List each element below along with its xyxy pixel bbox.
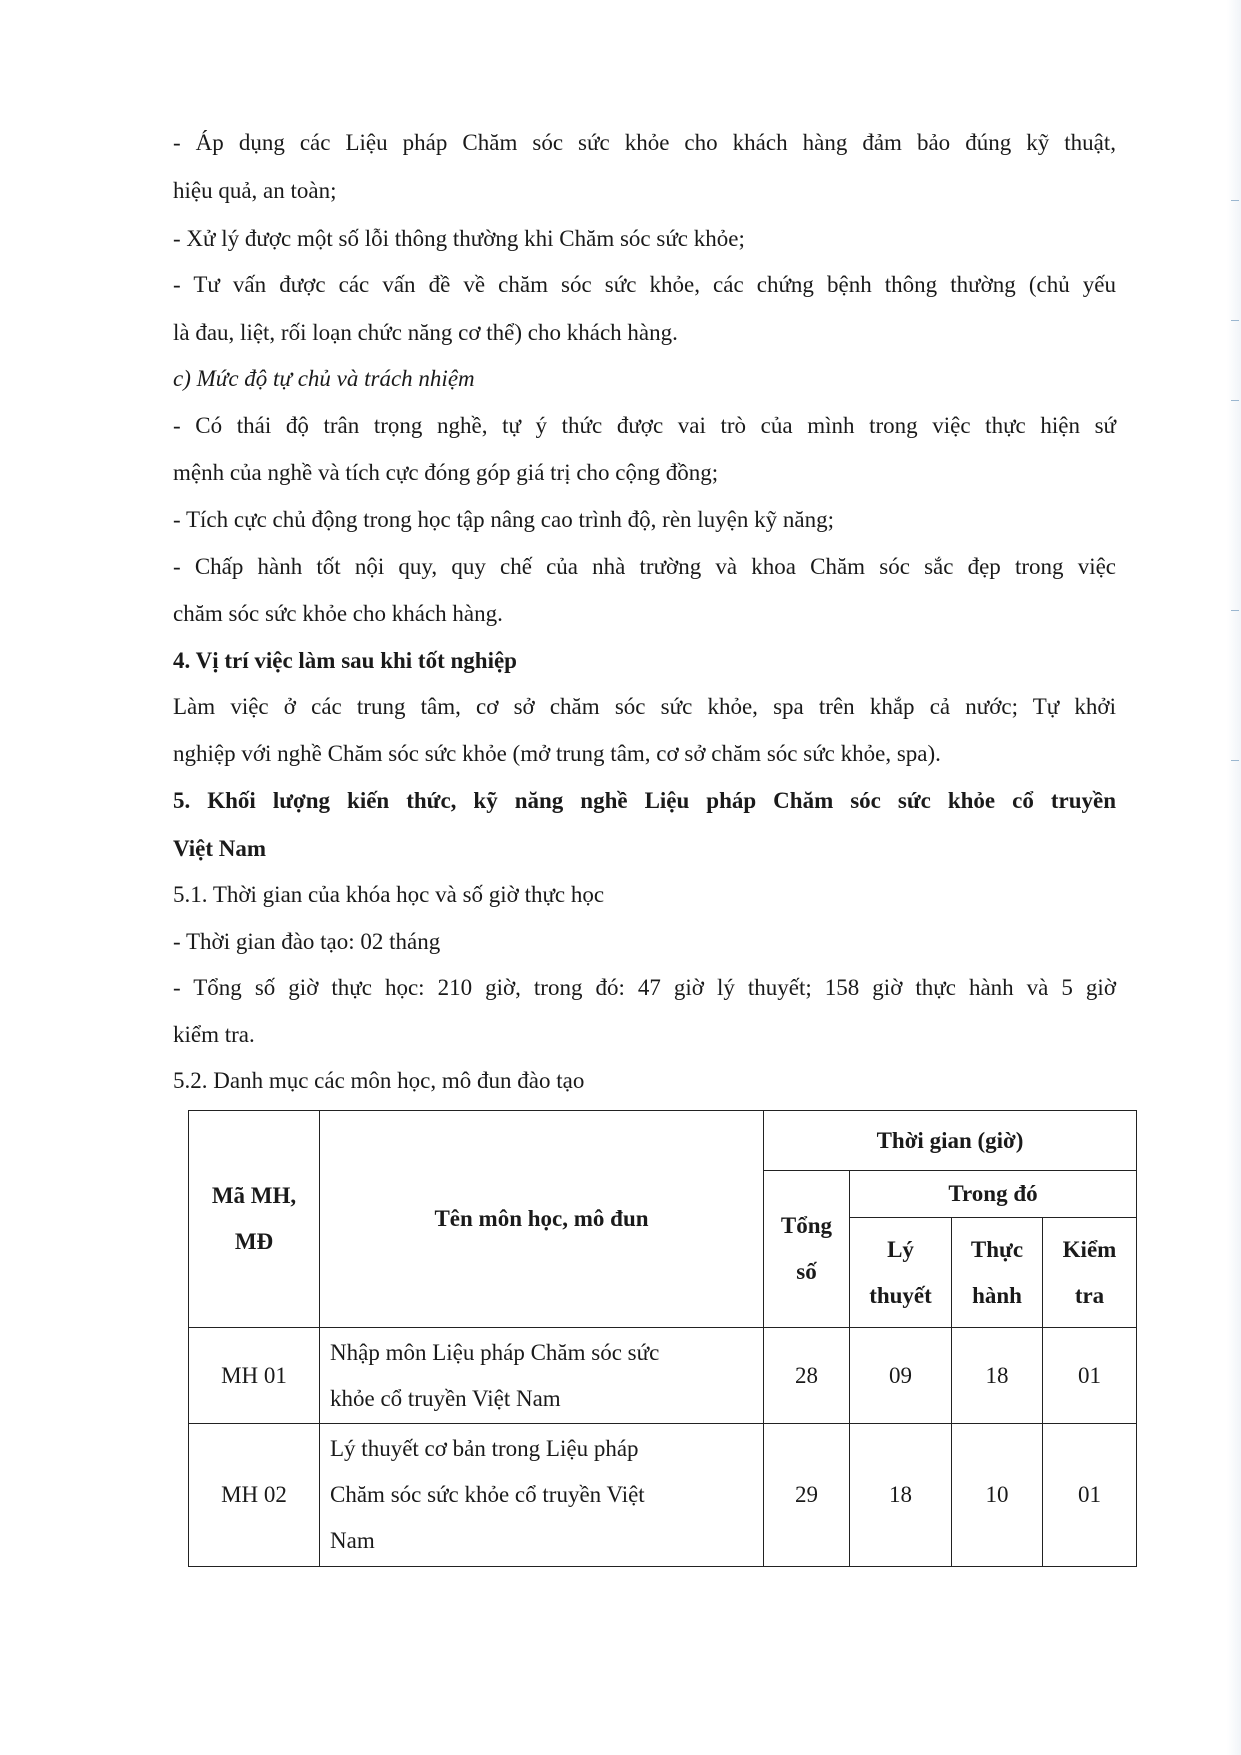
paragraph-line: Làm việc ở các trung tâm, cơ sở chăm sóc sức khỏe, spa trên khắp cả nước; Tự khởi xyxy=(173,694,1116,719)
section-heading: 5. Khối lượng kiến thức, kỹ năng nghề Liệu pháp Chăm sóc sức khỏe cổ truyền xyxy=(173,788,1116,813)
table-header-row xyxy=(189,1111,1137,1171)
cell-code: MH 01 xyxy=(189,1328,320,1424)
header-time: Thời gian (giờ) xyxy=(764,1111,1137,1171)
subsection-heading: 5.2. Danh mục các môn học, mô đun đào tạo xyxy=(173,1068,585,1093)
paragraph-line: hiệu quả, an toàn; xyxy=(173,178,337,203)
cell-exam: 01 xyxy=(1043,1424,1137,1567)
paragraph-line: - Tích cực chủ động trong học tập nâng cao trình độ, rèn luyện kỹ năng; xyxy=(173,507,834,532)
cell-practice: 18 xyxy=(952,1328,1043,1424)
header-total: Tổng số xyxy=(764,1171,850,1328)
cell-theory: 09 xyxy=(850,1328,952,1424)
header-code: Mã MH, MĐ xyxy=(189,1111,320,1328)
table-row xyxy=(189,1328,1137,1424)
paragraph-line: - Chấp hành tốt nội quy, quy chế của nhà trường và khoa Chăm sóc sắc đẹp trong việc xyxy=(173,554,1116,579)
curriculum-table xyxy=(188,1110,1137,1567)
cell-theory: 18 xyxy=(850,1424,952,1567)
cell-code: MH 02 xyxy=(189,1424,320,1567)
header-theory: Lý thuyết xyxy=(850,1218,952,1328)
paragraph-line: - Áp dụng các Liệu pháp Chăm sóc sức khỏe cho khách hàng đảm bảo đúng kỹ thuật, xyxy=(173,130,1116,155)
header-exam: Kiểm tra xyxy=(1043,1218,1137,1328)
paragraph-line: nghiệp với nghề Chăm sóc sức khỏe (mở trung tâm, cơ sở chăm sóc sức khỏe, spa). xyxy=(173,741,941,766)
paragraph-line: mệnh của nghề và tích cực đóng góp giá trị cho cộng đồng; xyxy=(173,460,719,485)
cell-total: 28 xyxy=(764,1328,850,1424)
section-heading: Việt Nam xyxy=(173,836,267,861)
cell-total: 29 xyxy=(764,1424,850,1567)
paragraph-line: là đau, liệt, rối loạn chức năng cơ thể) cho khách hàng. xyxy=(173,320,678,345)
table-row xyxy=(189,1424,1137,1567)
paragraph-line: - Thời gian đào tạo: 02 tháng xyxy=(173,929,441,954)
header-of-which: Trong đó xyxy=(850,1171,1137,1218)
subsection-heading: 5.1. Thời gian của khóa học và số giờ thực học xyxy=(173,882,605,907)
paragraph-line: - Tư vấn được các vấn đề về chăm sóc sức khỏe, các chứng bệnh thông thường (chủ yếu xyxy=(173,272,1116,297)
paragraph-line: kiểm tra. xyxy=(173,1022,255,1047)
subsection-heading: c) Mức độ tự chủ và trách nhiệm xyxy=(173,366,475,391)
cell-practice: 10 xyxy=(952,1424,1043,1567)
cell-exam: 01 xyxy=(1043,1328,1137,1424)
paragraph-line: - Tổng số giờ thực học: 210 giờ, trong đó: 47 giờ lý thuyết; 158 giờ thực hành và 5 giờ xyxy=(173,975,1116,1000)
scan-edge xyxy=(1227,0,1241,1755)
section-heading: 4. Vị trí việc làm sau khi tốt nghiệp xyxy=(173,648,517,673)
cell-name: Nhập môn Liệu pháp Chăm sóc sức khỏe cổ truyền Việt Nam xyxy=(320,1328,764,1424)
cell-name: Lý thuyết cơ bản trong Liệu pháp Chăm sóc sức khỏe cổ truyền Việt Nam xyxy=(320,1424,764,1567)
paragraph-line: chăm sóc sức khỏe cho khách hàng. xyxy=(173,601,503,626)
paragraph-line: - Xử lý được một số lỗi thông thường khi Chăm sóc sức khỏe; xyxy=(173,226,745,251)
paragraph-line: - Có thái độ trân trọng nghề, tự ý thức được vai trò của mình trong việc thực hiện sứ xyxy=(173,413,1116,438)
header-name: Tên môn học, mô đun xyxy=(320,1111,764,1328)
header-practice: Thực hành xyxy=(952,1218,1043,1328)
